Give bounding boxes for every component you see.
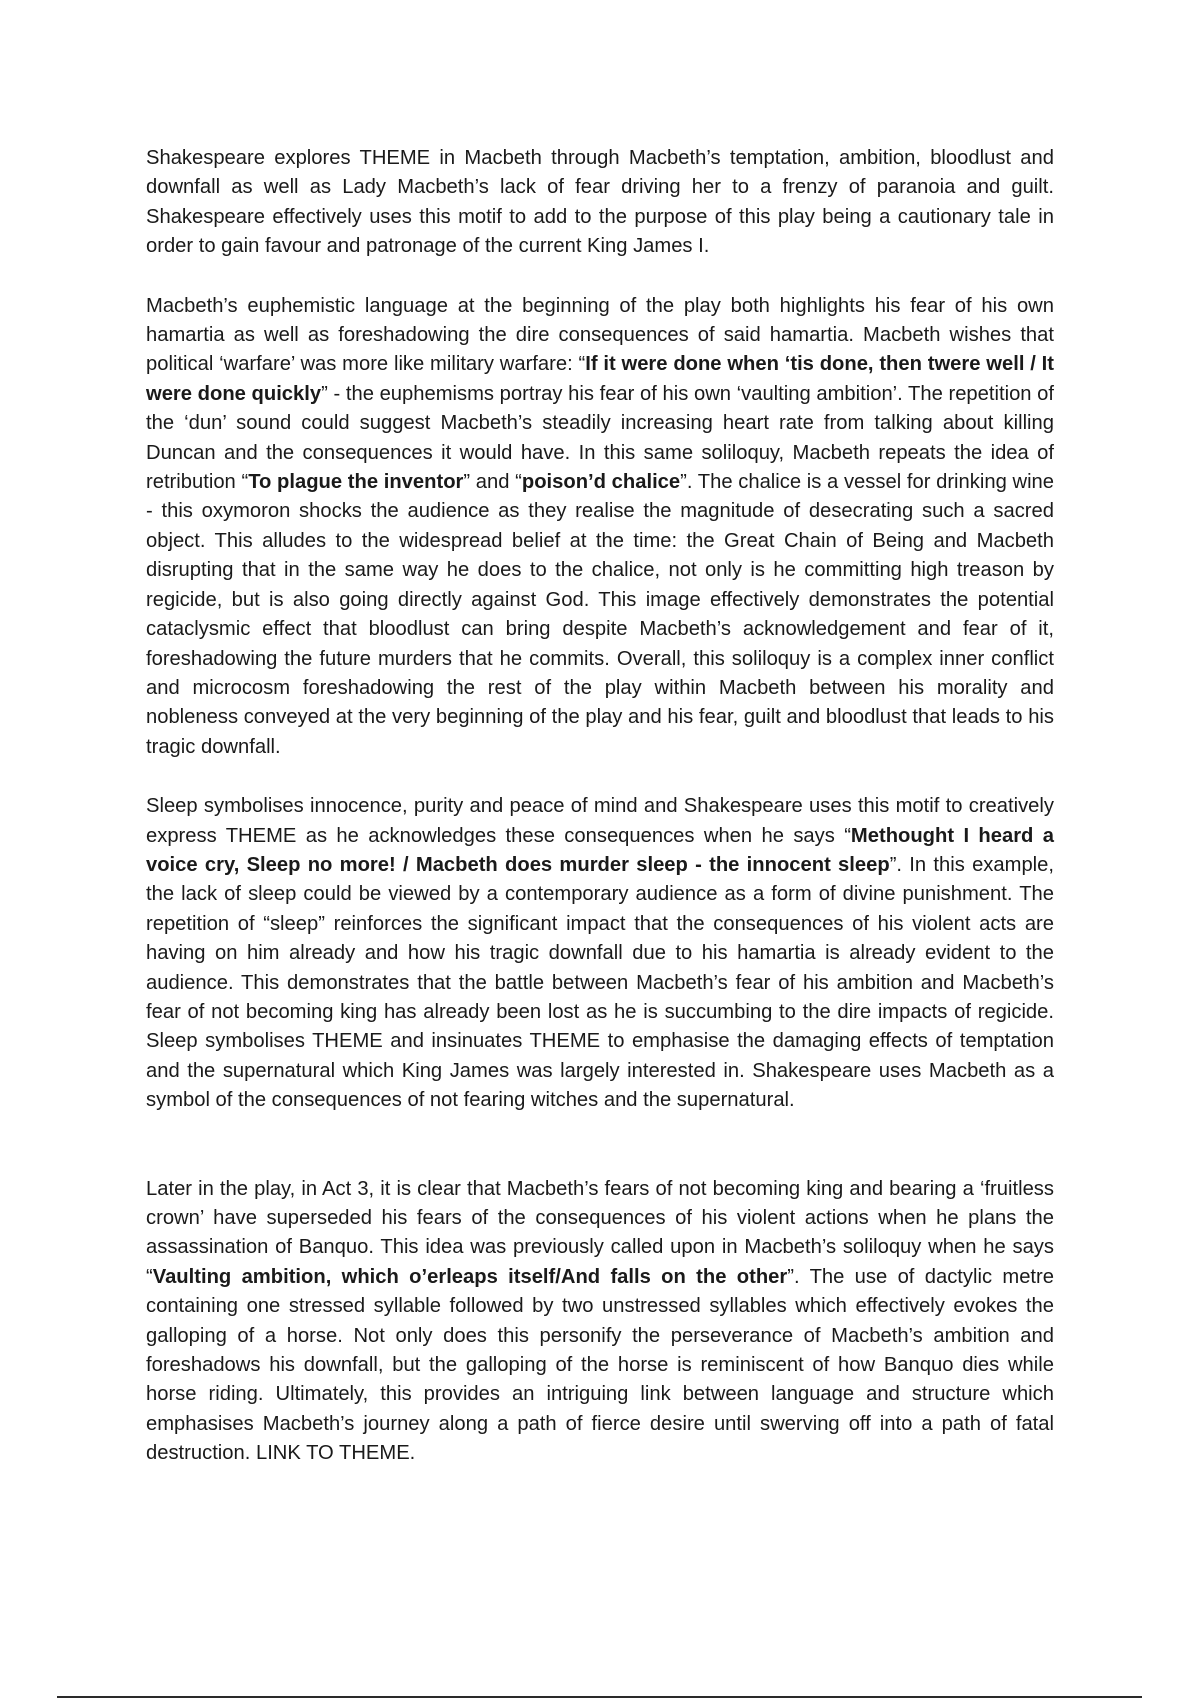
quotation-bold: To plague the inventor bbox=[248, 471, 464, 494]
paragraph-sleep-motif bbox=[146, 792, 1054, 1115]
paragraph-text: Later in the play, in Act 3, it is clear that Macbeth’s fears of not becoming king and bearing a ‘fruitless crown’ have superseded his fears of the consequences of his violent actions when he plans the assassination of Banquo. This idea was previously called upon in Macbeth’s soliloquy when he says “ bbox=[146, 1177, 1054, 1288]
footer-divider bbox=[57, 1696, 1142, 1698]
quotation-bold: If it were done when ‘tis done, then twere well / It were done quickly bbox=[146, 353, 1054, 405]
paragraph-act-three bbox=[146, 1175, 1054, 1469]
paragraph-text: ” - the euphemisms portray his fear of his own ‘vaulting ambition’. The repetition of the ‘dun’ sound could suggest Macbeth’s steadily increasing heart rate from talking about killing Duncan and the consequences it would have. In this same soliloquy, Macbeth repeats the idea of retribution “ bbox=[146, 382, 1055, 494]
paragraph-text: ”. In this example, the lack of sleep could be viewed by a contemporary audience as a form of divine punishment. The repetition of “sleep” reinforces the significant impact that the consequences of his violent acts are having on him already and how his tragic downfall due to his hamartia is already evident to the audience. This demonstrates that the battle between Macbeth’s fear of his ambition and Macbeth’s fear of not becoming king has already been lost as he is succumbing to the dire impacts of regicide. Sleep symbolises THEME and insinuates THEME to emphasise the damaging effects of temptation and the supernatural which King James was largely interested in. Shakespeare uses Macbeth as a symbol of the consequences of not fearing witches and the supernatural. bbox=[146, 853, 1054, 1112]
paragraph-text: Shakespeare explores THEME in Macbeth through Macbeth’s temptation, ambition, bloodlust and downfall as well as Lady Macbeth’s lack of fear driving her to a frenzy of paranoia and guilt. Shakespeare effectively uses this motif to add to the purpose of this play being a cautionary tale in order to gain favour and patronage of the current King James I. bbox=[146, 147, 1054, 258]
document-page bbox=[146, 144, 1054, 1469]
paragraph-text: Sleep symbolises innocence, purity and peace of mind and Shakespeare uses this motif to creatively express THEME as he acknowledges these consequences when he says “ bbox=[146, 795, 1054, 847]
quotation-bold: poison’d chalice bbox=[521, 471, 681, 494]
quotation-bold: Methought I heard a voice cry, Sleep no more! / Macbeth does murder sleep - the innocent sleep bbox=[146, 824, 1054, 876]
paragraph-introduction bbox=[146, 144, 1054, 262]
paragraph-text: ”. The chalice is a vessel for drinking wine - this oxymoron shocks the audience as they realise the magnitude of desecrating such a sacred object. This alludes to the widespread belief at the time: the Great Chain of Being and Macbeth disrupting that in the same way he does to the chalice, not only is he committing high treason by regicide, but is also going directly against God. This image effectively demonstrates the potential cataclysmic effect that bloodlust can bring despite Macbeth’s acknowledgement and fear of it, foreshadowing the future murders that he commits. Overall, this soliloquy is a complex inner conflict and microcosm foreshadowing the rest of the play within Macbeth between his morality and nobleness conveyed at the very beginning of the play and his fear, guilt and bloodlust that leads to his tragic downfall. bbox=[146, 471, 1055, 758]
paragraph-euphemistic-language bbox=[146, 292, 1054, 763]
paragraph-text: ” and “ bbox=[463, 471, 522, 494]
paragraph-text: ”. The use of dactylic metre containing one stressed syllable followed by two unstressed syllables which effectively evokes the galloping of a horse. Not only does this personify the perseverance of Macbeth’s ambition and foreshadows his downfall, but the galloping of the horse is reminiscent of how Banquo dies while horse riding. Ultimately, this provides an intriguing link between language and structure which emphasises Macbeth’s journey along a path of fierce desire until swerving off into a path of fatal destruction. LINK TO THEME. bbox=[146, 1265, 1054, 1465]
paragraph-text: Macbeth’s euphemistic language at the beginning of the play both highlights his fear of his own hamartia as well as foreshadowing the dire consequences of said hamartia. Macbeth wishes that political ‘warfare’ was more like military warfare: “ bbox=[146, 294, 1054, 376]
quotation-bold: Vaulting ambition, which o’erleaps itself/And falls on the other bbox=[152, 1265, 788, 1288]
